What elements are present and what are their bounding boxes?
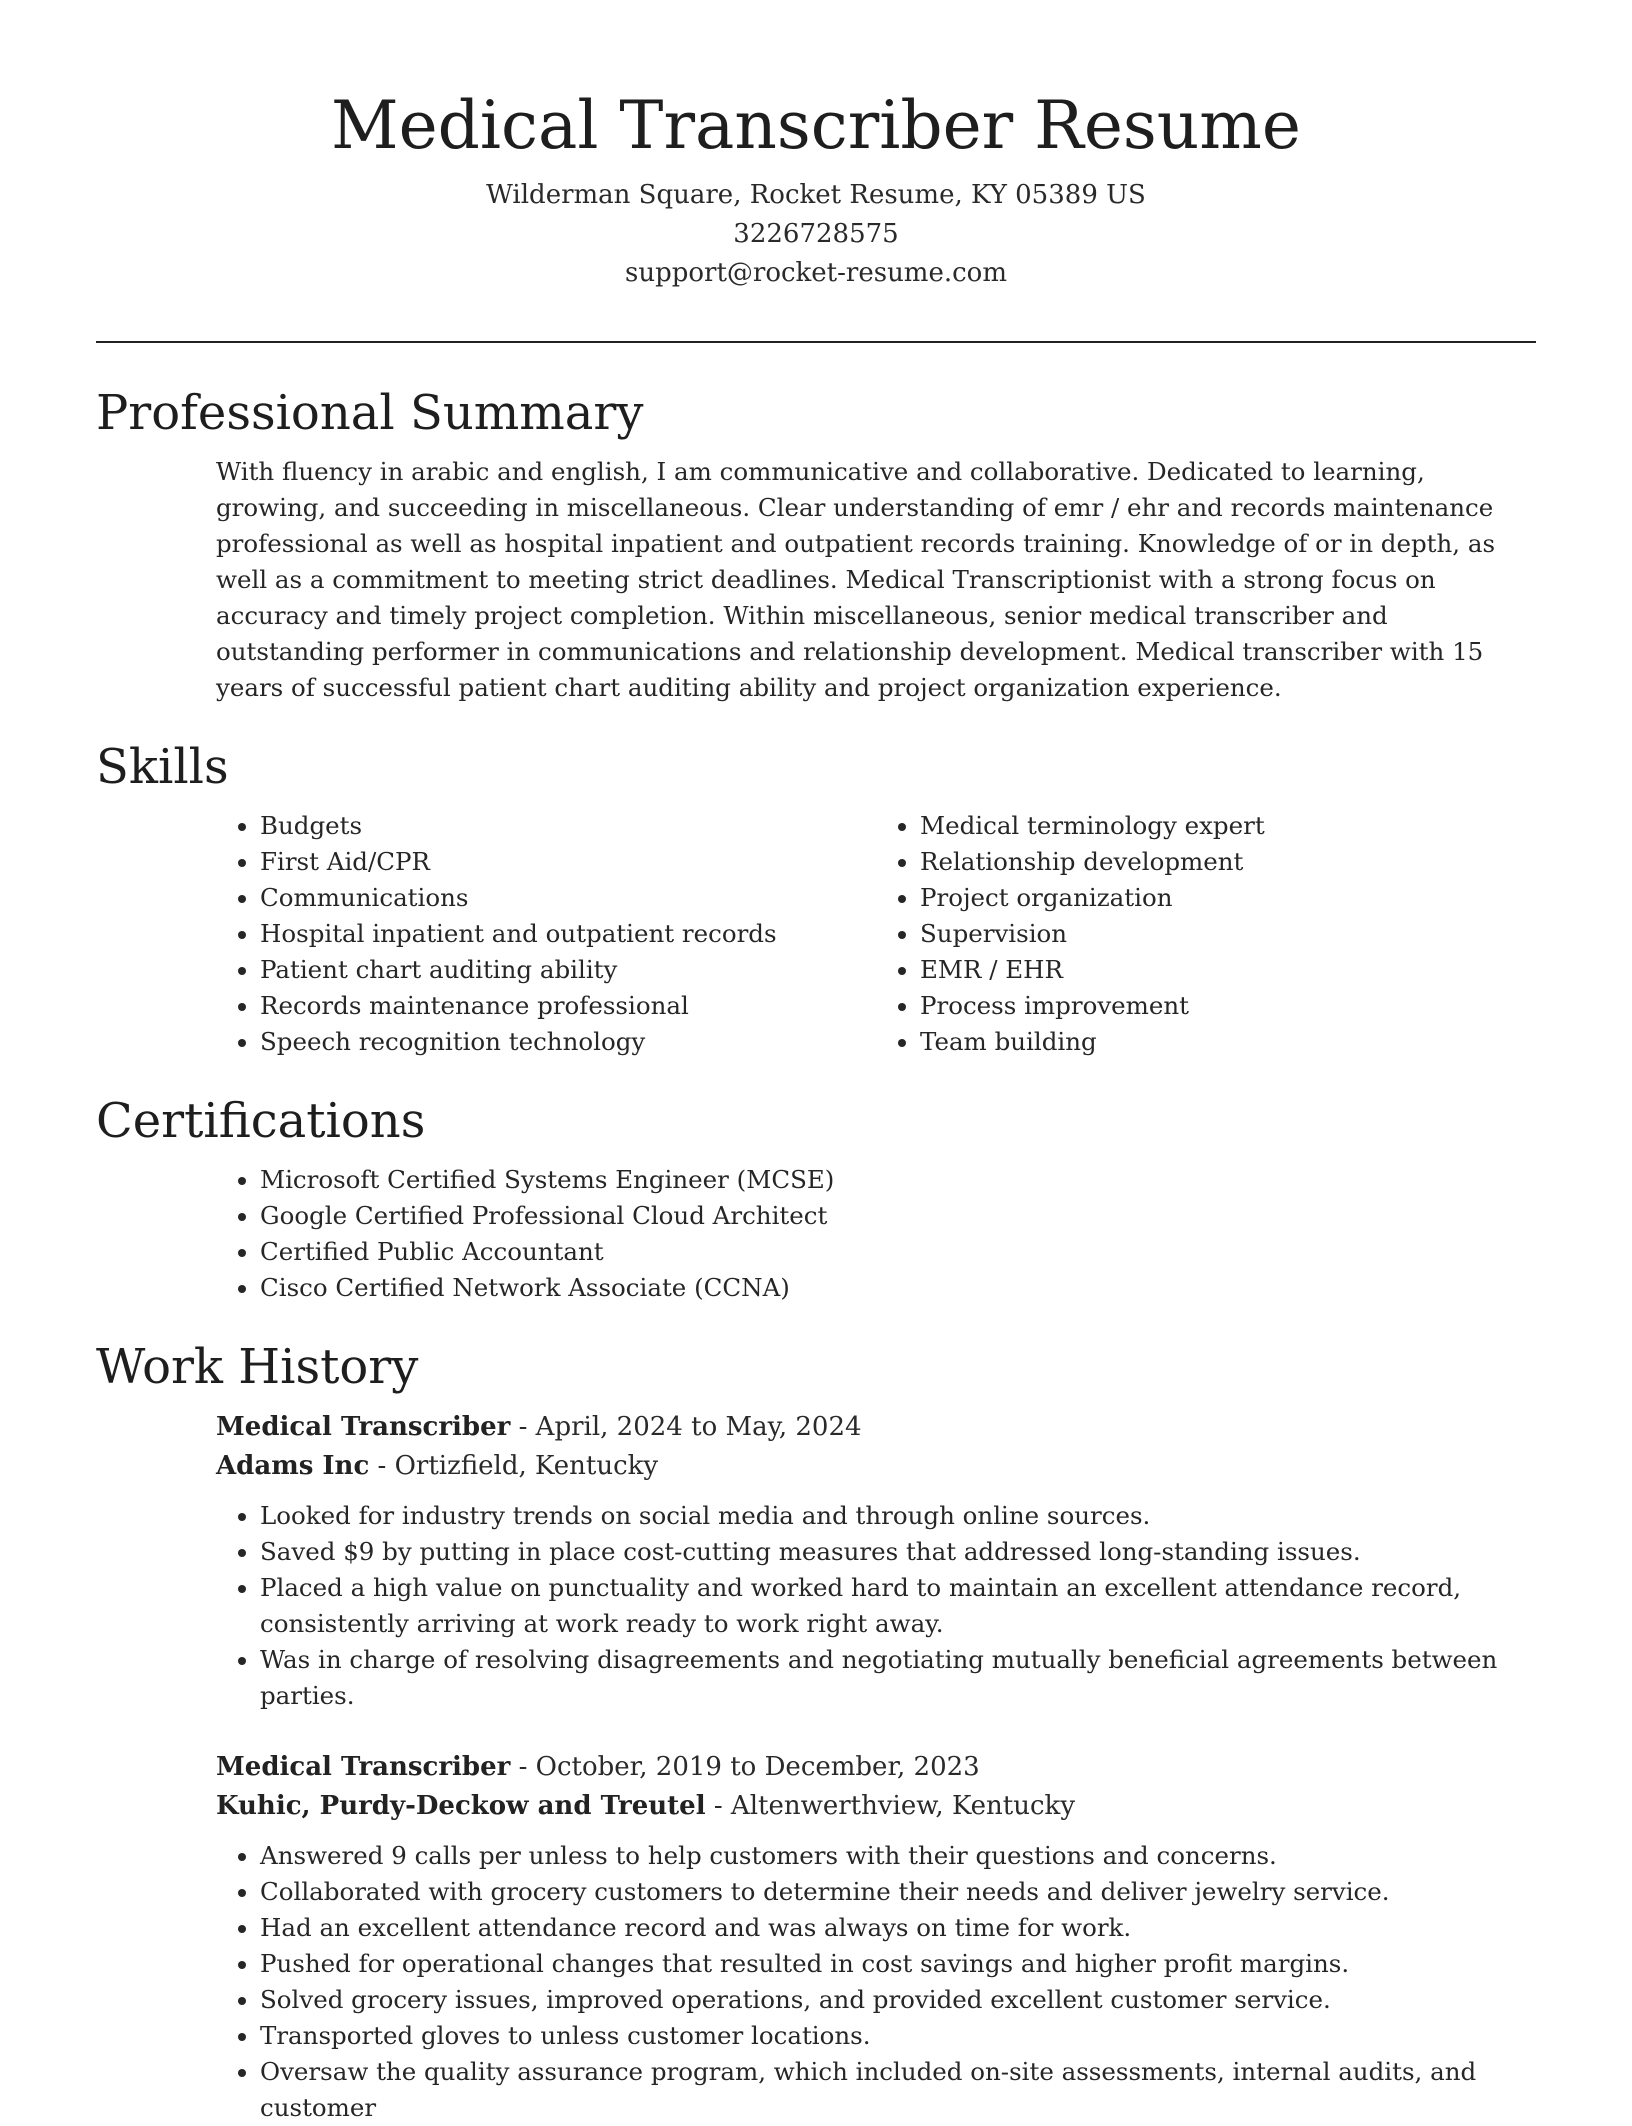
address-text: Wilderman Square, Rocket Resume, KY 05389 US: [486, 180, 1146, 210]
skill-item: • Supervision: [920, 916, 1536, 952]
job-bullet: • Answered 9 calls per unless to help customers with their questions and concerns.: [260, 1838, 1536, 1874]
job-bullet: • Was in charge of resolving disagreements and negotiating mutually beneficial agreements between parties.: [260, 1642, 1536, 1714]
job-role: Medical Transcriber: [216, 1752, 511, 1782]
certification-item: • Google Certified Professional Cloud Architect: [260, 1198, 1536, 1234]
job-entry: [216, 1400, 1536, 1714]
job-bullets: [216, 1498, 1536, 1714]
page-title: Medical Transcriber Resume: [331, 87, 1301, 164]
skill-item: • Process improvement: [920, 988, 1536, 1024]
skill-item: • Project organization: [920, 880, 1536, 916]
job-bullet: • Pushed for operational changes that resulted in cost savings and higher profit margins.: [260, 1946, 1536, 1982]
certifications-list: [216, 1154, 1536, 1306]
job-title-line: [216, 1408, 1536, 1447]
job-role: Medical Transcriber: [216, 1412, 511, 1442]
certifications-heading: Certifications: [96, 1093, 426, 1149]
email-text: support@rocket-resume.com: [624, 258, 1007, 288]
resume-header: [0, 0, 1632, 293]
summary-heading: Professional Summary: [96, 385, 644, 441]
job-bullet: • Had an excellent attendance record and was always on time for work.: [260, 1910, 1536, 1946]
job-bullet: • Solved grocery issues, improved operations, and provided excellent customer service.: [260, 1982, 1536, 2018]
certifications-section: [96, 1088, 1536, 1306]
skill-item: • Patient chart auditing ability: [260, 952, 876, 988]
job-title-line: [216, 1748, 1536, 1787]
skills-left-list: [216, 808, 876, 1060]
job-bullet: • Looked for industry trends on social media and through online sources.: [260, 1498, 1536, 1534]
job-company: Kuhic, Purdy-Deckow and Treutel: [216, 1791, 706, 1821]
job-bullet: • Collaborated with grocery customers to determine their needs and deliver jewelry service.: [260, 1874, 1536, 1910]
resume-body: [96, 380, 1536, 2126]
job-bullet: • Oversaw the quality assurance program, which included on-site assessments, internal audits, and customer: [260, 2054, 1536, 2126]
job-bullet: • Transported gloves to unless customer locations.: [260, 2018, 1536, 2054]
skill-item: • Medical terminology expert: [920, 808, 1536, 844]
skills-columns: [216, 800, 1536, 1060]
certification-item: • Microsoft Certified Systems Engineer (MCSE): [260, 1162, 1536, 1198]
job-location: - Ortizfield, Kentucky: [369, 1451, 659, 1481]
job-company-line: [216, 1787, 1536, 1826]
skill-item: • Communications: [260, 880, 876, 916]
phone-text: 3226728575: [733, 219, 899, 249]
job-entry: [216, 1748, 1536, 2126]
skill-item: • Speech recognition technology: [260, 1024, 876, 1060]
header-divider: [96, 341, 1536, 343]
skill-item: • EMR / EHR: [920, 952, 1536, 988]
skill-item: • First Aid/CPR: [260, 844, 876, 880]
job-company-line: [216, 1447, 1536, 1486]
job-bullet: • Saved $9 by putting in place cost-cutting measures that addressed long-standing issues.: [260, 1534, 1536, 1570]
skills-section: [96, 734, 1536, 1060]
skills-right-list: [876, 808, 1536, 1060]
skill-item: • Hospital inpatient and outpatient records: [260, 916, 876, 952]
job-bullet: • Placed a high value on punctuality and worked hard to maintain an excellent attendance record, consistently arriving at work ready to work right away.: [260, 1570, 1536, 1642]
skills-heading: Skills: [96, 739, 229, 795]
job-company: Adams Inc: [216, 1451, 370, 1481]
contact-block: [0, 176, 1632, 293]
summary-section: [96, 380, 1536, 706]
job-dates: - October, 2019 to December, 2023: [510, 1752, 980, 1782]
work-history-heading: Work History: [96, 1339, 419, 1395]
skill-item: • Relationship development: [920, 844, 1536, 880]
summary-text: With fluency in arabic and english, I am communicative and collaborative. Dedicated to learning, growing, and succeeding in miscellaneous. Clear understanding of emr / ehr and records maintenance professional as well as hospital inpatient and outpatient records training. Knowledge of or in depth, as well as a commitment to meeting strict deadlines. Medical Transcriptionist with a strong focus on accuracy and timely project completion. Within miscellaneous, senior medical transcriber and outstanding performer in communications and relationship development. Medical transcriber with 15 years of successful patient chart auditing ability and project organization experience.: [216, 457, 1496, 702]
work-history-section: [96, 1334, 1536, 2126]
job-bullets: [216, 1838, 1536, 2126]
skill-item: • Records maintenance professional: [260, 988, 876, 1024]
certification-item: • Certified Public Accountant: [260, 1234, 1536, 1270]
skill-item: • Budgets: [260, 808, 876, 844]
job-dates: - April, 2024 to May, 2024: [510, 1412, 862, 1442]
job-location: - Altenwerthview, Kentucky: [705, 1791, 1076, 1821]
skill-item: • Team building: [920, 1024, 1536, 1060]
certification-item: • Cisco Certified Network Associate (CCNA): [260, 1270, 1536, 1306]
